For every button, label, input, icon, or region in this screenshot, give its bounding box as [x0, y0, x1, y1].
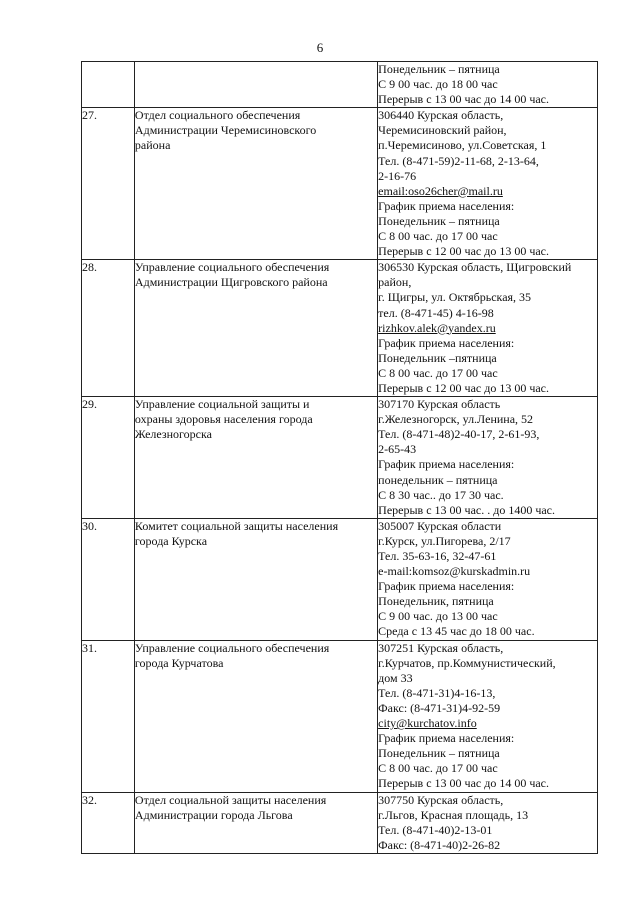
contact-info-line: e-mail:komsoz@kurskadmin.ru: [378, 564, 531, 579]
row-number: 31.: [82, 640, 97, 655]
office-name-cell: [134, 792, 377, 853]
table-row: [82, 640, 598, 792]
contact-info-line: Тел. (8-471-59)2-11-68, 2-13-64,: [378, 153, 539, 168]
contact-info-line: Тел. 35-63-16, 32-47-61: [378, 549, 497, 563]
table-row: [82, 260, 598, 397]
contact-info-line: г. Щигры, ул. Октябрьская, 35: [378, 290, 532, 305]
email-link[interactable]: rizhkov.alek@yandex.ru: [378, 320, 496, 335]
contact-info-line: График приема населения:: [378, 335, 515, 350]
table-body: [82, 62, 598, 854]
office-name-cell: [134, 260, 377, 397]
table-row: [82, 108, 598, 260]
email-link[interactable]: city@kurchatov.info: [378, 716, 477, 731]
office-name-cell: [134, 62, 377, 108]
contact-info-cell: [378, 397, 598, 519]
row-number-cell: [82, 397, 135, 519]
contact-info-line: Понедельник – пятница: [378, 62, 500, 76]
row-number-cell: [82, 108, 135, 260]
contact-info-line: Понедельник – пятница: [378, 746, 500, 761]
contact-info-line: Факс: (8-471-31)4-92-59: [378, 700, 501, 715]
contact-info-line: Факс: (8-471-40)2-26-82: [378, 837, 501, 852]
contact-info-line: г.Железногорск, ул.Ленина, 52: [378, 412, 534, 427]
office-name-line: Отдел социального обеспечения: [134, 108, 301, 123]
office-name-cell: [134, 518, 377, 640]
table-row: [82, 792, 598, 853]
contact-info-line: График приема населения:: [378, 198, 515, 213]
contact-info-cell: [378, 62, 598, 108]
contact-info-line: дом 33: [378, 670, 413, 685]
table-row: [82, 62, 598, 108]
contact-info-line: Понедельник – пятница: [378, 213, 500, 228]
contact-info-line: Перерыв с 13 00 час. . до 1400 час.: [378, 502, 556, 517]
contact-info-line: С 8 00 час. до 17 00 час: [378, 365, 498, 380]
offices-table: [81, 61, 598, 854]
office-name-line: района: [134, 138, 171, 153]
office-name-cell: [134, 640, 377, 792]
row-number-cell: [82, 62, 135, 108]
row-number-cell: [82, 792, 135, 853]
office-name-line: Администрации Черемисиновского: [134, 123, 317, 138]
office-name-cell: [134, 397, 377, 519]
contact-info-line: 2-16-76: [378, 168, 417, 183]
office-name-line: Управление социального обеспечения: [134, 260, 330, 275]
contact-info-line: 307170 Курская область: [378, 397, 501, 412]
email-link[interactable]: email:oso26cher@mail.ru: [378, 183, 503, 198]
contact-info-line: График приема населения:: [378, 731, 515, 746]
contact-info-cell: [378, 792, 598, 853]
contact-info-line: Перерыв с 12 00 час до 13 00 час.: [378, 244, 550, 259]
contact-info-line: Тел. (8-471-31)4-16-13,: [378, 685, 496, 700]
row-number: 30.: [82, 518, 97, 533]
row-number-cell: [82, 640, 135, 792]
contact-info-line: С 9 00 час. до 13 00 час: [378, 609, 498, 624]
contact-info-line: 307750 Курская область,: [378, 792, 504, 807]
contact-info-line: г.Курск, ул.Пигорева, 2/17: [378, 533, 511, 548]
contact-info-line: г.Льгов, Красная площадь, 13: [378, 807, 529, 822]
contact-info-line: С 9 00 час. до 18 00 час: [378, 77, 498, 92]
contact-info-line: С 8 00 час. до 17 00 час: [378, 761, 498, 776]
office-name-line: охраны здоровья населения города: [134, 412, 313, 427]
contact-info-line: С 8 00 час. до 17 00 час: [378, 229, 498, 244]
table-row: [82, 518, 598, 640]
row-number: 29.: [82, 397, 97, 412]
contact-info-line: понедельник – пятница: [378, 472, 498, 487]
office-name-line: Управление социальной защиты и: [134, 397, 310, 412]
office-name-line: Комитет социальной защиты населения: [134, 518, 339, 533]
contact-info-line: Понедельник, пятница: [378, 594, 494, 609]
row-number-cell: [82, 518, 135, 640]
office-name-cell: [134, 108, 377, 260]
contact-info-line: Перерыв с 13 00 час до 14 00 час.: [378, 776, 550, 791]
office-name-line: Железногорска: [134, 427, 212, 442]
contact-info-line: 306530 Курская область, Щигровский: [378, 260, 572, 275]
contact-info-line: тел. (8-471-45) 4-16-98: [378, 305, 494, 320]
contact-info-cell: [378, 640, 598, 792]
contact-info-line: Тел. (8-471-48)2-40-17, 2-61-93,: [378, 427, 540, 442]
contact-info-line: График приема населения:: [378, 579, 515, 594]
contact-info-line: Тел. (8-471-40)2-13-01: [378, 822, 493, 837]
contact-info-line: Перерыв с 13 00 час до 14 00 час.: [378, 92, 550, 107]
contact-info-line: Перерыв с 12 00 час до 13 00 час.: [378, 380, 550, 395]
row-number: 32.: [82, 792, 97, 807]
contact-info-line: Черемисиновский район,: [378, 123, 507, 138]
office-name-line: города Курска: [134, 533, 208, 548]
contact-info-cell: [378, 108, 598, 260]
office-name-line: Администрации Щигровского района: [134, 275, 328, 290]
contact-info-cell: [378, 260, 598, 397]
contact-info-line: г.Курчатов, пр.Коммунистический,: [378, 655, 556, 670]
row-number: 28.: [82, 260, 97, 275]
contact-info-cell: [378, 518, 598, 640]
office-name-line: города Курчатова: [134, 655, 224, 670]
office-name-line: Управление социального обеспечения: [134, 640, 330, 655]
contact-info-line: 307251 Курская область,: [378, 640, 504, 655]
contact-info-line: Понедельник –пятница: [378, 350, 497, 365]
contact-info-line: Среда с 13 45 час до 18 00 час.: [378, 624, 535, 639]
row-number-cell: [82, 260, 135, 397]
contact-info-line: п.Черемисиново, ул.Советская, 1: [378, 138, 547, 153]
contact-info-line: 306440 Курская область,: [378, 108, 504, 123]
page-number: 6: [316, 40, 324, 55]
contact-info-line: район,: [378, 275, 412, 290]
contact-info-line: График приема населения:: [378, 457, 515, 472]
contact-info-line: 305007 Курская области: [378, 518, 502, 533]
contact-info-line: С 8 30 час.. до 17 30 час.: [378, 487, 504, 502]
contact-info-line: 2-65-43: [378, 442, 417, 457]
office-name-line: Администрации города Льгова: [134, 807, 293, 822]
table-row: [82, 397, 598, 519]
row-number: 27.: [82, 108, 97, 123]
office-name-line: Отдел социальной защиты населения: [134, 792, 327, 807]
